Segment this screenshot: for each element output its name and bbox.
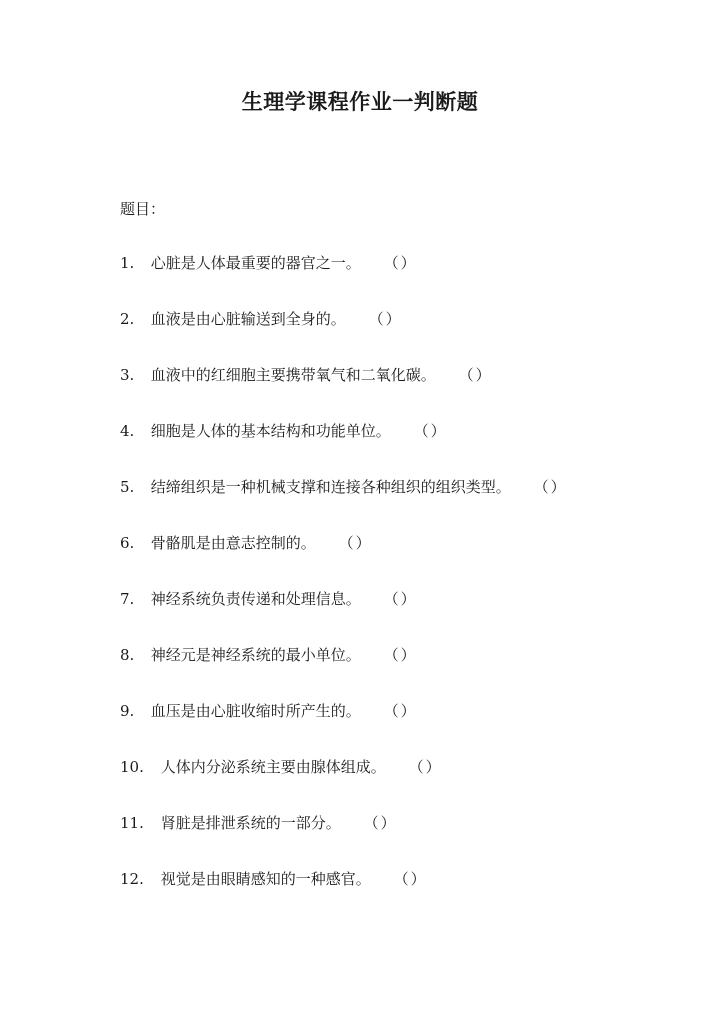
answer-blank: （） [458,366,493,384]
question-list [120,252,680,924]
question-number: 7. [120,590,135,608]
answer-blank: （） [383,646,418,664]
question-item [120,532,680,588]
question-number: 2. [120,310,135,328]
answer-blank: （） [338,534,373,552]
question-text: 肾脏是排泄系统的一部分。 [160,814,341,832]
question-item [120,700,680,756]
question-number: 6. [120,534,135,552]
answer-blank: （） [363,814,398,832]
question-text: 视觉是由眼睛感知的一种感官。 [160,870,371,888]
question-text: 神经元是神经系统的最小单位。 [150,646,361,664]
question-number: 4. [120,422,135,440]
question-item [120,756,680,812]
answer-blank: （） [393,870,428,888]
question-text: 骨骼肌是由意志控制的。 [150,534,316,552]
question-number: 1. [120,254,135,272]
answer-blank: （） [383,590,418,608]
page-title: 生理学课程作业一判断题 [241,89,479,114]
answer-blank: （） [408,758,443,776]
question-number: 11. [120,814,144,832]
question-number: 10. [120,758,144,776]
question-item [120,476,680,532]
answer-blank: （） [383,702,418,720]
section-label: 题目： [120,200,166,218]
question-item [120,812,680,868]
question-text: 血液中的红细胞主要携带氧气和二氧化碳。 [150,366,436,384]
question-text: 血压是由心脏收缩时所产生的。 [150,702,361,720]
question-text: 心脏是人体最重要的器官之一。 [150,254,361,272]
question-item [120,588,680,644]
question-item [120,644,680,700]
question-item [120,364,680,420]
question-number: 8. [120,646,135,664]
question-text: 血液是由心脏输送到全身的。 [150,310,346,328]
question-text: 神经系统负责传递和处理信息。 [150,590,361,608]
question-item [120,252,680,308]
question-number: 5. [120,478,135,496]
answer-blank: （） [533,478,568,496]
answer-blank: （） [413,422,448,440]
question-item [120,868,680,924]
question-number: 3. [120,366,135,384]
question-number: 9. [120,702,135,720]
answer-blank: （） [383,254,418,272]
answer-blank: （） [368,310,403,328]
question-text: 人体内分泌系统主要由腺体组成。 [160,758,386,776]
question-item [120,308,680,364]
question-item [120,420,680,476]
question-number: 12. [120,870,144,888]
question-text: 结缔组织是一种机械支撑和连接各种组织的组织类型。 [150,478,511,496]
question-text: 细胞是人体的基本结构和功能单位。 [150,422,391,440]
